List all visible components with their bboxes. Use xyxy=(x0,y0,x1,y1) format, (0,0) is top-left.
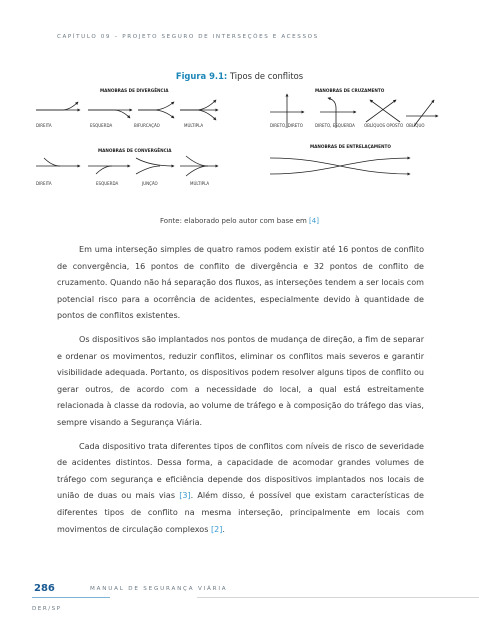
footer-divider xyxy=(197,597,479,598)
page-number: 286 xyxy=(34,583,55,594)
conflict-types-figure xyxy=(30,86,450,186)
crossing-label-4: OBLÍQUO xyxy=(406,123,425,128)
convergence-label-3: JUNÇÃO xyxy=(142,181,158,186)
convergence-diagrams xyxy=(36,156,218,176)
footer-book-title: MANUAL DE SEGURANÇA VIÁRIA xyxy=(90,586,228,592)
convergence-label-4: MÚLTIPLA xyxy=(190,181,210,186)
running-header: CAPÍTULO 09 – PROJETO SEGURO DE INTERSEÇÕES E ACESSOS xyxy=(57,34,319,40)
ref-link-3[interactable]: [3] xyxy=(179,491,191,501)
divergence-label-3: BIFURCAÇÃO xyxy=(134,123,160,128)
figure-source xyxy=(0,217,479,225)
body-text xyxy=(57,242,424,545)
weaving-title: MANOBRAS DE ENTRELAÇAMENTO xyxy=(310,144,391,149)
paragraph-3-part-2: . Além disso, é possível que existam características de diferentes tipos de conflito na mesma interseção, principalmente em locais com movimentos de circulação complexos xyxy=(57,491,424,534)
crossing-label-1: DIRETO, DIRETO xyxy=(270,123,303,128)
footer-org: DER/SP xyxy=(32,606,62,612)
divergence-title: MANOBRAS DE DIVERGÊNCIA xyxy=(100,88,169,93)
source-text: Fonte: elaborado pelo autor com base em xyxy=(160,217,310,225)
divergence-label-2: ESQUERDA xyxy=(90,123,113,128)
paragraph-3 xyxy=(57,439,424,539)
weaving-diagram xyxy=(270,158,410,174)
paragraph-2: Os dispositivos são implantados nos pontos de mudança de direção, a fim de separar e ordenar os movimentos, reduzir conflitos, eliminar os conflitos mais severos e garantir visibilidade adequada. Portanto, os dispositivos podem resolver alguns tipos de conflito ou gerar outros, de acordo com a necessidade do local, a qual está estreitamente relacionada à classe da rodovia, ao volume de tráfego e à composição do tráfego das vias, sempre visando a Segurança Viária. xyxy=(57,334,424,427)
source-ref-link[interactable]: [4] xyxy=(309,217,319,225)
ref-link-2[interactable]: [2] xyxy=(210,524,223,534)
crossing-label-2: DIRETO, ESQUERDA xyxy=(315,123,355,128)
crossing-label-3: OBLÍQUOS OPOSTO xyxy=(364,123,404,128)
convergence-label-2: ESQUERDA xyxy=(96,181,119,186)
divergence-label-1: DIREITA xyxy=(36,123,52,128)
figure-title: Tipos de conflitos xyxy=(229,71,304,81)
footer-accent-line xyxy=(32,597,110,598)
divergence-label-4: MÚLTIPLA xyxy=(184,123,204,128)
paragraph-3-part-3: . xyxy=(222,524,225,534)
convergence-label-1: DIREITA xyxy=(36,181,52,186)
divergence-diagrams xyxy=(36,100,218,120)
paragraph-3-part-1: Cada dispositivo trata diferentes tipos de conflitos com níveis de risco de severidade de acidentes distintos. Dessa forma, a capacidade de acomodar grandes volumes de tráfego com segurança e eficiência depende dos dispositivos implantados nos locais de união de duas ou mais vias xyxy=(57,441,424,501)
convergence-title: MANOBRAS DE CONVERGÊNCIA xyxy=(98,148,172,153)
figure-label: Figura 9.1: xyxy=(175,71,228,81)
figure-caption xyxy=(0,71,479,81)
crossing-title: MANOBRAS DE CRUZAMENTO xyxy=(315,88,385,93)
paragraph-1: Em uma interseção simples de quatro ramos podem existir até 16 pontos de conflito de convergência, 16 pontos de conflito de divergência e 32 pontos de conflito de cruzamento. Quando não há separação dos fluxos, as interseções tendem a ser locais com potencial risco para a ocorrência de acidentes, especialmente devido à quantidade de pontos de conflitos existentes. xyxy=(57,245,424,321)
